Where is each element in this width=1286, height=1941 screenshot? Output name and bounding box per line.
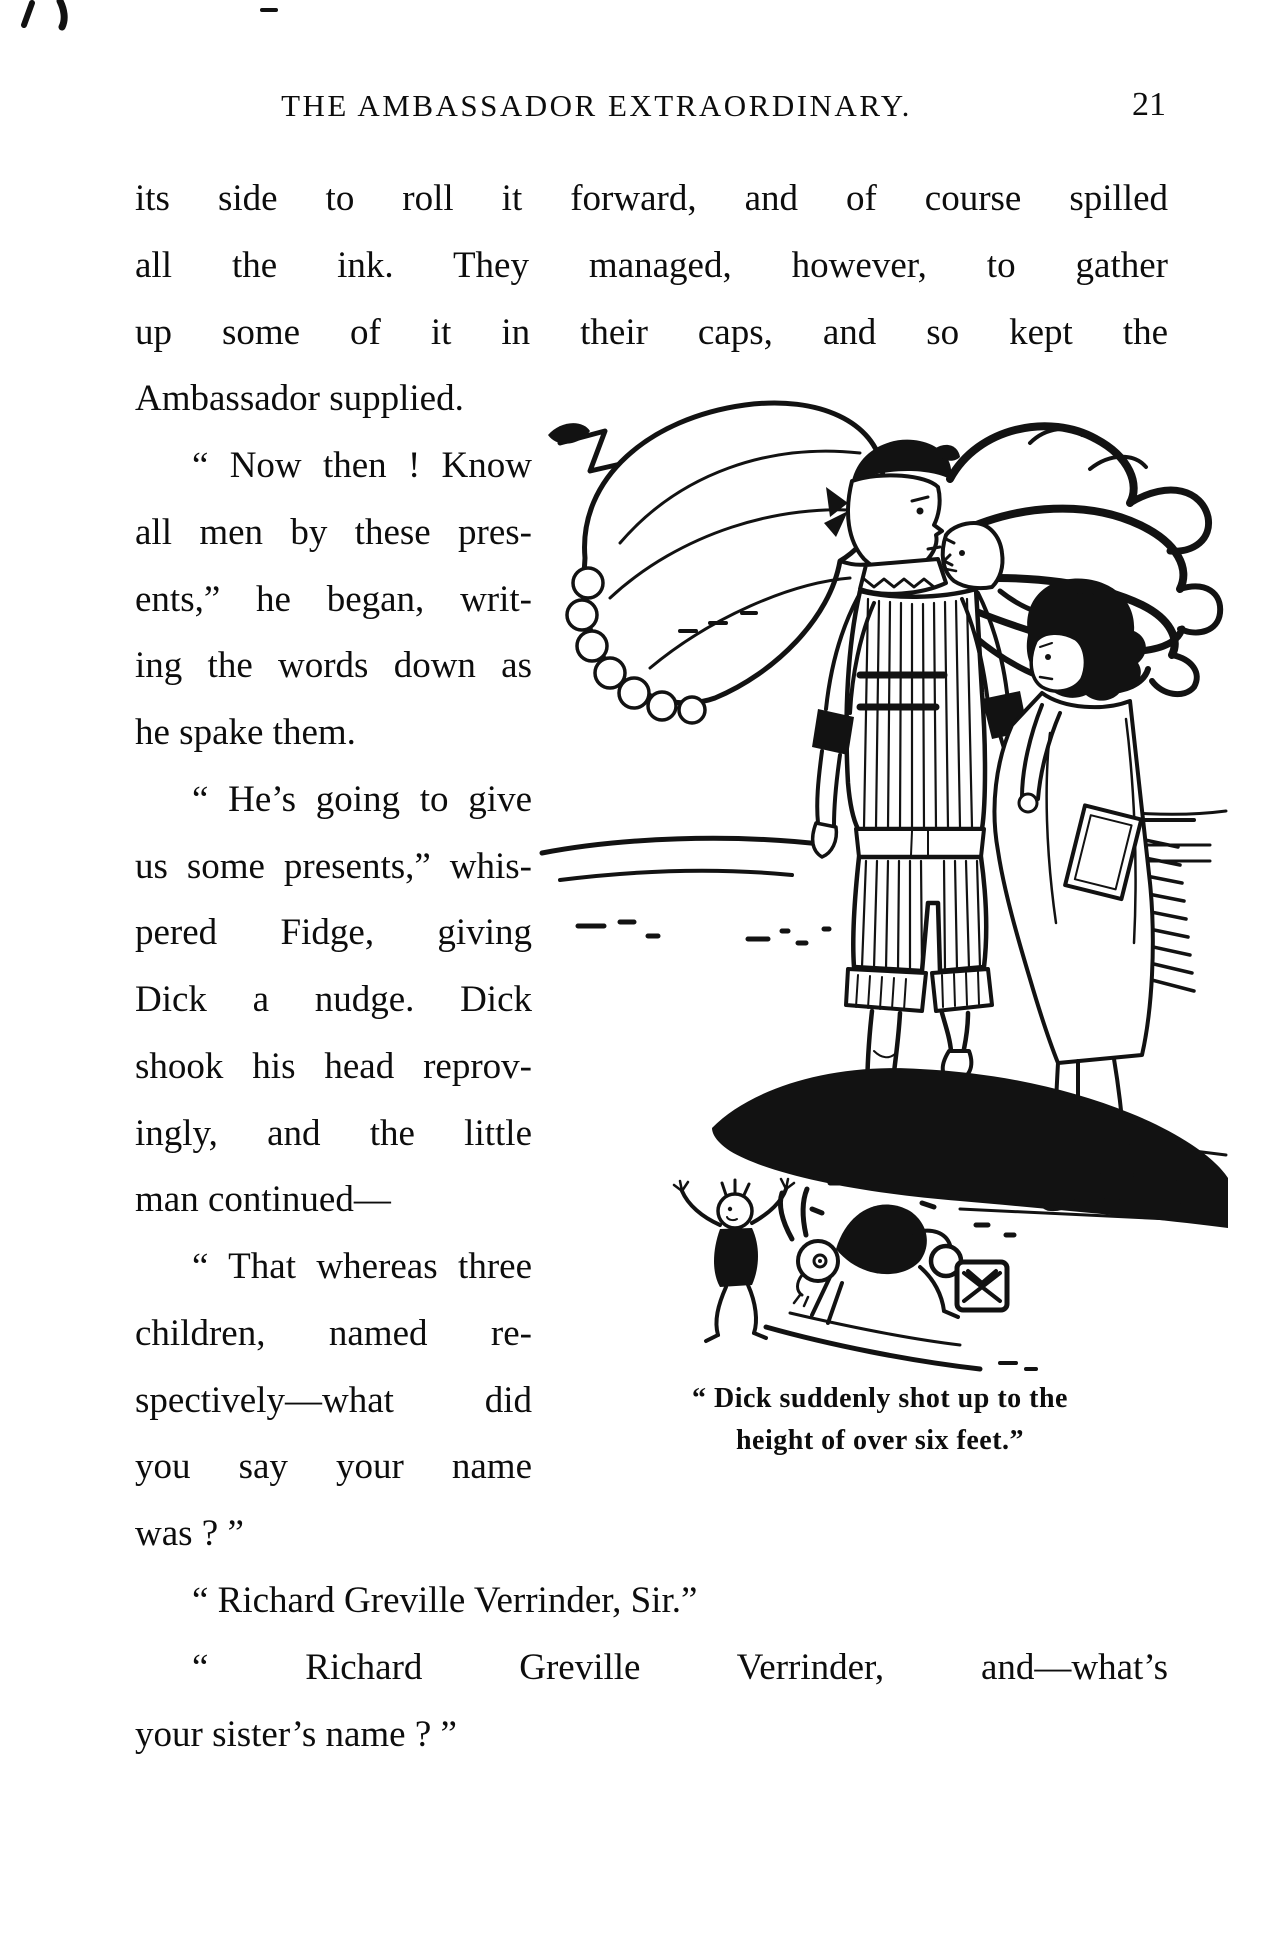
text-line: was ? ” <box>135 1513 244 1554</box>
text-line: its side to roll it forward, and of course spilled <box>135 178 1168 219</box>
shadow <box>712 1068 1228 1228</box>
text-line: shook his head reprov- <box>135 1045 532 1087</box>
illustration <box>530 383 1230 1473</box>
text-line: “ Now then ! Know <box>192 445 532 486</box>
text-line: “ Richard Greville Verrinder, Sir.” <box>192 1580 698 1621</box>
text-line: children, named re- <box>135 1312 532 1354</box>
text-line: ents,” he began, writ- <box>135 578 532 620</box>
text-line: us some presents,” whis- <box>135 845 532 887</box>
wind-lines-left <box>542 838 829 943</box>
paragraph-column <box>135 433 532 1568</box>
text-line: he spake them. <box>135 712 356 753</box>
text-line: ingly, and the little <box>135 1112 532 1154</box>
text-line: you say your name <box>135 1446 532 1488</box>
paragraph-dialogue <box>135 1568 1168 1768</box>
text-line: up some of it in their caps, and so kept the <box>135 311 1168 353</box>
page-title: THE AMBASSADOR EXTRAORDINARY. <box>281 88 912 123</box>
scan-artifact <box>0 0 300 34</box>
text-line: all the ink. They managed, however, to gather <box>135 244 1168 286</box>
envelope-icon <box>957 1262 1007 1310</box>
text-line: “ He’s going to give <box>192 778 532 820</box>
text-line: “ That whereas three <box>192 1246 532 1287</box>
text-line: man continued— <box>135 1179 391 1221</box>
running-header <box>135 88 1168 132</box>
illustration-drawing <box>530 383 1230 1373</box>
text-line: Dick a nudge. Dick <box>135 979 532 1020</box>
caption-line: “ Dick suddenly shot up to the <box>692 1383 1068 1414</box>
dick-knickers <box>846 857 992 1011</box>
text-line: “ Richard Greville Verrinder, and—what’s <box>192 1646 1168 1688</box>
text-line: spectively—what did <box>135 1379 532 1421</box>
text-line: ing the words down as <box>135 645 532 687</box>
text-line: your sister’s name ? ” <box>135 1713 457 1755</box>
bonnet <box>548 403 890 723</box>
illustration-caption <box>530 1378 1230 1462</box>
imp <box>674 1179 794 1341</box>
page-number: 21 <box>1132 86 1166 123</box>
text-line: Ambassador supplied. <box>135 378 464 420</box>
text-line: all men by these pres- <box>135 511 532 553</box>
text-line: pered Fidge, giving <box>135 912 532 954</box>
caption-line: height of over six feet.” <box>735 1425 1025 1456</box>
